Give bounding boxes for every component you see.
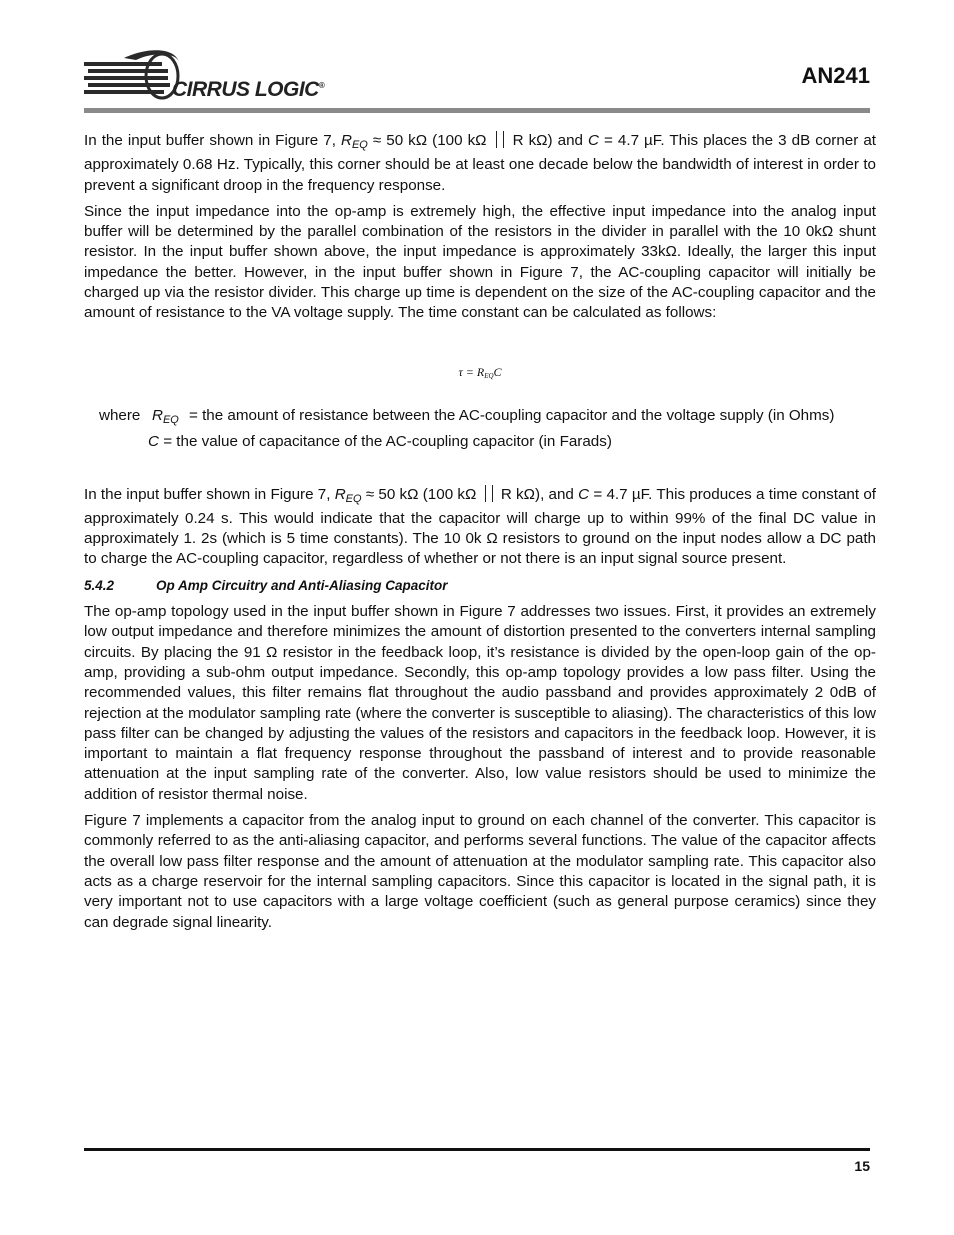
page-body — [84, 131, 876, 939]
page-number: 15 — [854, 1158, 870, 1174]
paragraph-time-constant: In the input buffer shown in Figure 7, $R_{EQ} \approx 50$ kΩ (100 kΩ R kΩ), and C = 4.7 µF. This produces a time constant of approximately 0.24 s. This would indicate that the capacitor will charge up to within 99% of the final DC value in approximately 1. 2s (which is 5 time constants). The 10 0k Ω resistors to ground on the input nodes allow a DC path to charge the AC-coupling capacitor, regardless of whether or not there is an input signal source present. — [84, 485, 876, 568]
paragraph-anti-aliasing: Figure 7 implements a capacitor from the analog input to ground on each channel of the converter. This capacitor is commonly referred to as the anti-aliasing capacitor, and performs several functions. The value of the capacitor affects the overall low pass filter response and the amount of attenuation at the modulator sampling rate. This capacitor also acts as a charge reservoir for the internal sampling capacitors. Since this capacitor is located in the signal path, it is very important not to use capacitors with a large voltage coefficient (such as general purpose ceramics) since they can degrade signal linearity. — [84, 812, 876, 931]
section-heading: 5.4.2 Op Amp Circuitry and Anti-Aliasing Capacitor — [84, 577, 448, 593]
parallel-symbol — [496, 131, 504, 148]
definition-req: where $R_{EQ}$ = the amount of resistance between the AC-coupling capacitor and the voltage supply (in Ohms) — [99, 406, 835, 426]
time-constant-equation: τ = REQC — [458, 364, 502, 380]
header-divider — [84, 108, 870, 113]
company-logo-text: CIRRUS LOGIC® — [172, 78, 325, 101]
paragraph-op-amp-topology: The op-amp topology used in the input buffer shown in Figure 7 addresses two issues. First, it provides an extremely low output impedance and therefore minimizes the amount of distortion presented to the converters internal sampling circuits. By placing the 91 Ω resistor in the feedback loop, it’s resistance is divided by the open-loop gain of the op-amp, providing a sub-ohm output impedance. Secondly, this op-amp topology provides a low pass filter. Using the recommended values, this filter remains flat throughout the audio passband and provides approximately 2 0dB of rejection at the modulator sampling rate (where the converter is susceptible to aliasing). The characteristics of this low pass filter can be changed by adjusting the values of the resistors and capacitors in the feedback loop. However, it is important to maintain a flat frequency response throughout the passband of interest and to provide reasonable attenuation at the input sampling rate of the converter. Also, low value resistors should be used to minimize the addition of resistor thermal noise. — [84, 603, 876, 803]
parallel-symbol — [485, 485, 493, 502]
paragraph-3db-corner: In the input buffer shown in Figure 7, $R_{EQ} \approx 50$ kΩ (100 kΩ R kΩ) and C = 4.7 µF. This places the 3 dB corner at approximately 0.68 Hz. Typically, this corner should be at least one decade below the bandwidth of interest in order to prevent a significant droop in the frequency response. — [84, 132, 876, 194]
paragraph-input-impedance: Since the input impedance into the op-amp is extremely high, the effective input impedance into the analog input buffer will be determined by the parallel combination of the resistors in the divider in parallel with the 10 0kΩ shunt resistor. In the input buffer shown above, the input impedance is approximately 33kΩ. Ideally, the larger this input impedance the better. However, in the input buffer shown in Figure 7, the AC-coupling capacitor will initially be charged up via the resistor divider. This charge up time is dependent on the size of the AC-coupling capacitor and the amount of resistance to the VA voltage supply. The time constant can be calculated as follows: — [84, 202, 876, 322]
definition-c: C = the value of capacitance of the AC-coupling capacitor (in Farads) — [148, 433, 612, 451]
footer-divider — [84, 1148, 870, 1151]
document-id: AN241 — [801, 63, 870, 88]
